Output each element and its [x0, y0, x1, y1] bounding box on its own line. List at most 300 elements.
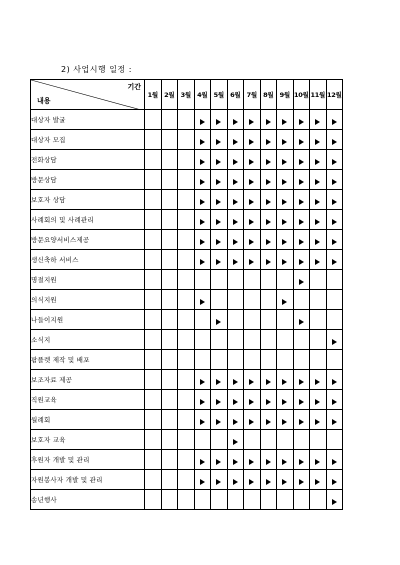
month-cell: [211, 489, 228, 509]
triangle-marker-icon: [249, 139, 254, 145]
month-cell: [260, 350, 277, 370]
triangle-marker-icon: [233, 379, 238, 385]
month-cell: [310, 110, 327, 130]
month-cell: [211, 270, 228, 290]
month-cell: [211, 469, 228, 489]
month-cell: [227, 270, 244, 290]
month-cell: [227, 170, 244, 190]
month-cell: [244, 369, 261, 389]
task-label: 사례회의 및 사례관리: [31, 210, 145, 230]
triangle-marker-icon: [315, 219, 320, 225]
month-cell: [310, 310, 327, 330]
triangle-marker-icon: [216, 159, 221, 165]
triangle-marker-icon: [299, 179, 304, 185]
table-row: [31, 150, 343, 170]
month-header: 2월: [161, 80, 178, 110]
month-cell: [326, 270, 343, 290]
triangle-marker-icon: [299, 479, 304, 485]
triangle-marker-icon: [266, 259, 271, 265]
month-cell: [211, 170, 228, 190]
month-cell: [145, 350, 162, 370]
month-cell: [310, 429, 327, 449]
month-header: 11월: [310, 80, 327, 110]
month-cell: [310, 330, 327, 350]
triangle-marker-icon: [249, 379, 254, 385]
triangle-marker-icon: [200, 299, 205, 305]
month-cell: [161, 190, 178, 210]
month-header: 12월: [326, 80, 343, 110]
triangle-marker-icon: [216, 459, 221, 465]
table-row: [31, 469, 343, 489]
schedule-table: [30, 79, 343, 510]
schedule-body: [31, 110, 343, 510]
month-cell: [326, 350, 343, 370]
month-cell: [260, 469, 277, 489]
triangle-marker-icon: [249, 119, 254, 125]
task-label: 소식지: [31, 330, 145, 350]
month-cell: [178, 409, 195, 429]
triangle-marker-icon: [299, 239, 304, 245]
month-cell: [145, 110, 162, 130]
triangle-marker-icon: [332, 419, 337, 425]
month-cell: [145, 409, 162, 429]
month-cell: [227, 130, 244, 150]
month-cell: [227, 489, 244, 509]
month-cell: [277, 170, 294, 190]
month-cell: [326, 230, 343, 250]
month-cell: [310, 270, 327, 290]
month-cell: [326, 150, 343, 170]
month-cell: [227, 330, 244, 350]
month-cell: [194, 230, 211, 250]
month-cell: [161, 210, 178, 230]
month-header: 4월: [194, 80, 211, 110]
triangle-marker-icon: [233, 179, 238, 185]
month-cell: [194, 130, 211, 150]
triangle-marker-icon: [249, 199, 254, 205]
table-row: [31, 489, 343, 509]
month-cell: [161, 429, 178, 449]
month-cell: [260, 449, 277, 469]
triangle-marker-icon: [266, 199, 271, 205]
month-cell: [310, 170, 327, 190]
triangle-marker-icon: [299, 459, 304, 465]
triangle-marker-icon: [282, 159, 287, 165]
triangle-marker-icon: [315, 179, 320, 185]
month-cell: [260, 310, 277, 330]
task-label: 방문요양서비스제공: [31, 230, 145, 250]
triangle-marker-icon: [233, 219, 238, 225]
task-label: 대상자 모집: [31, 130, 145, 150]
triangle-marker-icon: [332, 119, 337, 125]
month-cell: [211, 210, 228, 230]
month-cell: [260, 429, 277, 449]
month-cell: [194, 310, 211, 330]
month-cell: [211, 310, 228, 330]
triangle-marker-icon: [332, 179, 337, 185]
month-cell: [145, 270, 162, 290]
month-cell: [293, 350, 310, 370]
month-cell: [310, 449, 327, 469]
month-cell: [260, 250, 277, 270]
triangle-marker-icon: [249, 259, 254, 265]
table-row: [31, 350, 343, 370]
month-cell: [178, 210, 195, 230]
month-cell: [244, 330, 261, 350]
month-cell: [326, 190, 343, 210]
month-cell: [211, 369, 228, 389]
month-cell: [277, 310, 294, 330]
table-row: [31, 190, 343, 210]
month-cell: [161, 489, 178, 509]
month-cell: [178, 250, 195, 270]
month-cell: [277, 409, 294, 429]
month-cell: [260, 210, 277, 230]
triangle-marker-icon: [249, 459, 254, 465]
month-cell: [277, 429, 294, 449]
triangle-marker-icon: [299, 319, 304, 325]
month-cell: [244, 449, 261, 469]
triangle-marker-icon: [200, 139, 205, 145]
triangle-marker-icon: [216, 419, 221, 425]
triangle-marker-icon: [266, 379, 271, 385]
triangle-marker-icon: [200, 479, 205, 485]
month-cell: [194, 449, 211, 469]
month-cell: [310, 369, 327, 389]
month-cell: [145, 369, 162, 389]
month-cell: [260, 110, 277, 130]
table-row: [31, 330, 343, 350]
month-cell: [194, 489, 211, 509]
table-row: [31, 210, 343, 230]
month-cell: [310, 210, 327, 230]
month-cell: [244, 350, 261, 370]
triangle-marker-icon: [332, 159, 337, 165]
month-cell: [194, 389, 211, 409]
month-cell: [244, 469, 261, 489]
triangle-marker-icon: [282, 239, 287, 245]
month-cell: [244, 170, 261, 190]
month-cell: [178, 389, 195, 409]
month-cell: [227, 250, 244, 270]
task-label: 직원교육: [31, 389, 145, 409]
month-cell: [211, 330, 228, 350]
month-cell: [194, 170, 211, 190]
month-cell: [310, 350, 327, 370]
triangle-marker-icon: [266, 219, 271, 225]
month-cell: [310, 190, 327, 210]
triangle-marker-icon: [216, 219, 221, 225]
month-cell: [178, 290, 195, 310]
corner-header-cell: [31, 80, 145, 110]
triangle-marker-icon: [200, 379, 205, 385]
month-cell: [310, 250, 327, 270]
month-header: 3월: [178, 80, 195, 110]
month-cell: [145, 489, 162, 509]
triangle-marker-icon: [200, 199, 205, 205]
month-cell: [161, 110, 178, 130]
task-label: 나들이지원: [31, 310, 145, 330]
triangle-marker-icon: [299, 199, 304, 205]
month-header: 5월: [211, 80, 228, 110]
month-cell: [277, 110, 294, 130]
triangle-marker-icon: [233, 399, 238, 405]
month-cell: [326, 330, 343, 350]
triangle-marker-icon: [299, 259, 304, 265]
triangle-marker-icon: [282, 459, 287, 465]
month-cell: [277, 150, 294, 170]
month-cell: [260, 489, 277, 509]
month-cell: [293, 429, 310, 449]
triangle-marker-icon: [332, 219, 337, 225]
triangle-marker-icon: [282, 299, 287, 305]
triangle-marker-icon: [266, 179, 271, 185]
month-cell: [227, 210, 244, 230]
month-cell: [244, 310, 261, 330]
month-cell: [227, 190, 244, 210]
task-label: 후원자 개발 및 관리: [31, 449, 145, 469]
triangle-marker-icon: [216, 479, 221, 485]
month-cell: [277, 489, 294, 509]
triangle-marker-icon: [249, 399, 254, 405]
triangle-marker-icon: [200, 119, 205, 125]
triangle-marker-icon: [216, 179, 221, 185]
triangle-marker-icon: [282, 259, 287, 265]
month-cell: [211, 250, 228, 270]
month-cell: [161, 389, 178, 409]
month-cell: [244, 190, 261, 210]
month-cell: [227, 369, 244, 389]
month-cell: [293, 110, 310, 130]
task-label: 보호자 교육: [31, 429, 145, 449]
month-cell: [310, 290, 327, 310]
month-cell: [277, 130, 294, 150]
month-cell: [244, 210, 261, 230]
triangle-marker-icon: [299, 419, 304, 425]
triangle-marker-icon: [233, 259, 238, 265]
table-row: [31, 170, 343, 190]
triangle-marker-icon: [315, 199, 320, 205]
triangle-marker-icon: [249, 159, 254, 165]
month-cell: [178, 170, 195, 190]
triangle-marker-icon: [332, 379, 337, 385]
month-cell: [244, 409, 261, 429]
month-cell: [161, 449, 178, 469]
month-cell: [161, 230, 178, 250]
month-cell: [194, 429, 211, 449]
table-row: [31, 270, 343, 290]
month-cell: [244, 150, 261, 170]
month-cell: [194, 469, 211, 489]
month-cell: [145, 130, 162, 150]
content-label: 내용: [37, 97, 51, 105]
month-cell: [211, 230, 228, 250]
triangle-marker-icon: [200, 459, 205, 465]
month-cell: [178, 369, 195, 389]
month-cell: [326, 130, 343, 150]
month-cell: [293, 449, 310, 469]
month-cell: [178, 489, 195, 509]
month-cell: [227, 310, 244, 330]
triangle-marker-icon: [200, 419, 205, 425]
month-cell: [310, 489, 327, 509]
month-cell: [277, 250, 294, 270]
month-cell: [326, 310, 343, 330]
table-row: [31, 290, 343, 310]
month-cell: [145, 429, 162, 449]
month-cell: [260, 389, 277, 409]
month-cell: [244, 290, 261, 310]
month-cell: [326, 250, 343, 270]
month-header: 9월: [277, 80, 294, 110]
month-cell: [211, 429, 228, 449]
triangle-marker-icon: [249, 479, 254, 485]
triangle-marker-icon: [200, 259, 205, 265]
triangle-marker-icon: [299, 399, 304, 405]
month-cell: [194, 210, 211, 230]
triangle-marker-icon: [332, 239, 337, 245]
month-cell: [293, 409, 310, 429]
month-cell: [310, 230, 327, 250]
month-cell: [145, 190, 162, 210]
month-cell: [145, 310, 162, 330]
triangle-marker-icon: [216, 239, 221, 245]
task-label: 월례회: [31, 409, 145, 429]
triangle-marker-icon: [315, 239, 320, 245]
month-cell: [161, 350, 178, 370]
triangle-marker-icon: [332, 259, 337, 265]
month-cell: [293, 250, 310, 270]
month-header: 1월: [145, 80, 162, 110]
triangle-marker-icon: [332, 459, 337, 465]
month-cell: [293, 190, 310, 210]
month-cell: [145, 210, 162, 230]
triangle-marker-icon: [200, 179, 205, 185]
triangle-marker-icon: [315, 259, 320, 265]
month-cell: [277, 369, 294, 389]
month-cell: [194, 110, 211, 130]
month-cell: [211, 290, 228, 310]
month-cell: [145, 449, 162, 469]
month-cell: [326, 290, 343, 310]
task-label: 방문상담: [31, 170, 145, 190]
month-cell: [178, 429, 195, 449]
triangle-marker-icon: [299, 279, 304, 285]
month-cell: [145, 230, 162, 250]
triangle-marker-icon: [216, 399, 221, 405]
month-cell: [293, 310, 310, 330]
month-cell: [227, 389, 244, 409]
month-cell: [244, 429, 261, 449]
triangle-marker-icon: [233, 139, 238, 145]
month-cell: [326, 170, 343, 190]
month-cell: [211, 409, 228, 429]
month-cell: [277, 350, 294, 370]
month-cell: [161, 290, 178, 310]
month-cell: [260, 330, 277, 350]
month-cell: [227, 469, 244, 489]
task-label: 전화상담: [31, 150, 145, 170]
month-cell: [277, 449, 294, 469]
task-label: 자원봉사자 개발 및 관리: [31, 469, 145, 489]
month-cell: [194, 290, 211, 310]
month-cell: [161, 469, 178, 489]
month-cell: [145, 290, 162, 310]
month-cell: [260, 190, 277, 210]
month-cell: [277, 270, 294, 290]
month-cell: [178, 469, 195, 489]
table-row: [31, 429, 343, 449]
month-cell: [161, 409, 178, 429]
triangle-marker-icon: [216, 319, 221, 325]
month-cell: [145, 389, 162, 409]
month-cell: [227, 110, 244, 130]
triangle-marker-icon: [216, 199, 221, 205]
month-cell: [260, 130, 277, 150]
month-cell: [260, 230, 277, 250]
triangle-marker-icon: [332, 499, 337, 505]
triangle-marker-icon: [282, 479, 287, 485]
month-cell: [260, 290, 277, 310]
month-cell: [145, 250, 162, 270]
month-cell: [178, 350, 195, 370]
month-cell: [260, 369, 277, 389]
table-row: [31, 449, 343, 469]
triangle-marker-icon: [233, 459, 238, 465]
triangle-marker-icon: [299, 159, 304, 165]
month-cell: [211, 110, 228, 130]
month-cell: [178, 130, 195, 150]
month-cell: [293, 170, 310, 190]
month-cell: [211, 150, 228, 170]
triangle-marker-icon: [282, 399, 287, 405]
task-label: 송년행사: [31, 489, 145, 509]
month-cell: [326, 210, 343, 230]
month-cell: [260, 170, 277, 190]
triangle-marker-icon: [315, 159, 320, 165]
month-cell: [326, 389, 343, 409]
table-row: [31, 310, 343, 330]
month-cell: [293, 230, 310, 250]
triangle-marker-icon: [332, 199, 337, 205]
triangle-marker-icon: [315, 119, 320, 125]
triangle-marker-icon: [282, 379, 287, 385]
month-cell: [178, 190, 195, 210]
triangle-marker-icon: [332, 339, 337, 345]
triangle-marker-icon: [315, 399, 320, 405]
month-header: 6월: [227, 80, 244, 110]
table-row: [31, 230, 343, 250]
month-cell: [326, 429, 343, 449]
month-cell: [326, 110, 343, 130]
month-cell: [244, 110, 261, 130]
month-cell: [178, 110, 195, 130]
month-cell: [194, 250, 211, 270]
triangle-marker-icon: [233, 159, 238, 165]
triangle-marker-icon: [299, 139, 304, 145]
triangle-marker-icon: [200, 219, 205, 225]
triangle-marker-icon: [282, 179, 287, 185]
month-cell: [326, 409, 343, 429]
task-label: 대상자 발굴: [31, 110, 145, 130]
triangle-marker-icon: [282, 199, 287, 205]
triangle-marker-icon: [315, 459, 320, 465]
month-cell: [178, 230, 195, 250]
triangle-marker-icon: [315, 479, 320, 485]
task-label: 생신축하 서비스: [31, 250, 145, 270]
task-label: 팜플렛 제작 및 배포: [31, 350, 145, 370]
triangle-marker-icon: [233, 439, 238, 445]
